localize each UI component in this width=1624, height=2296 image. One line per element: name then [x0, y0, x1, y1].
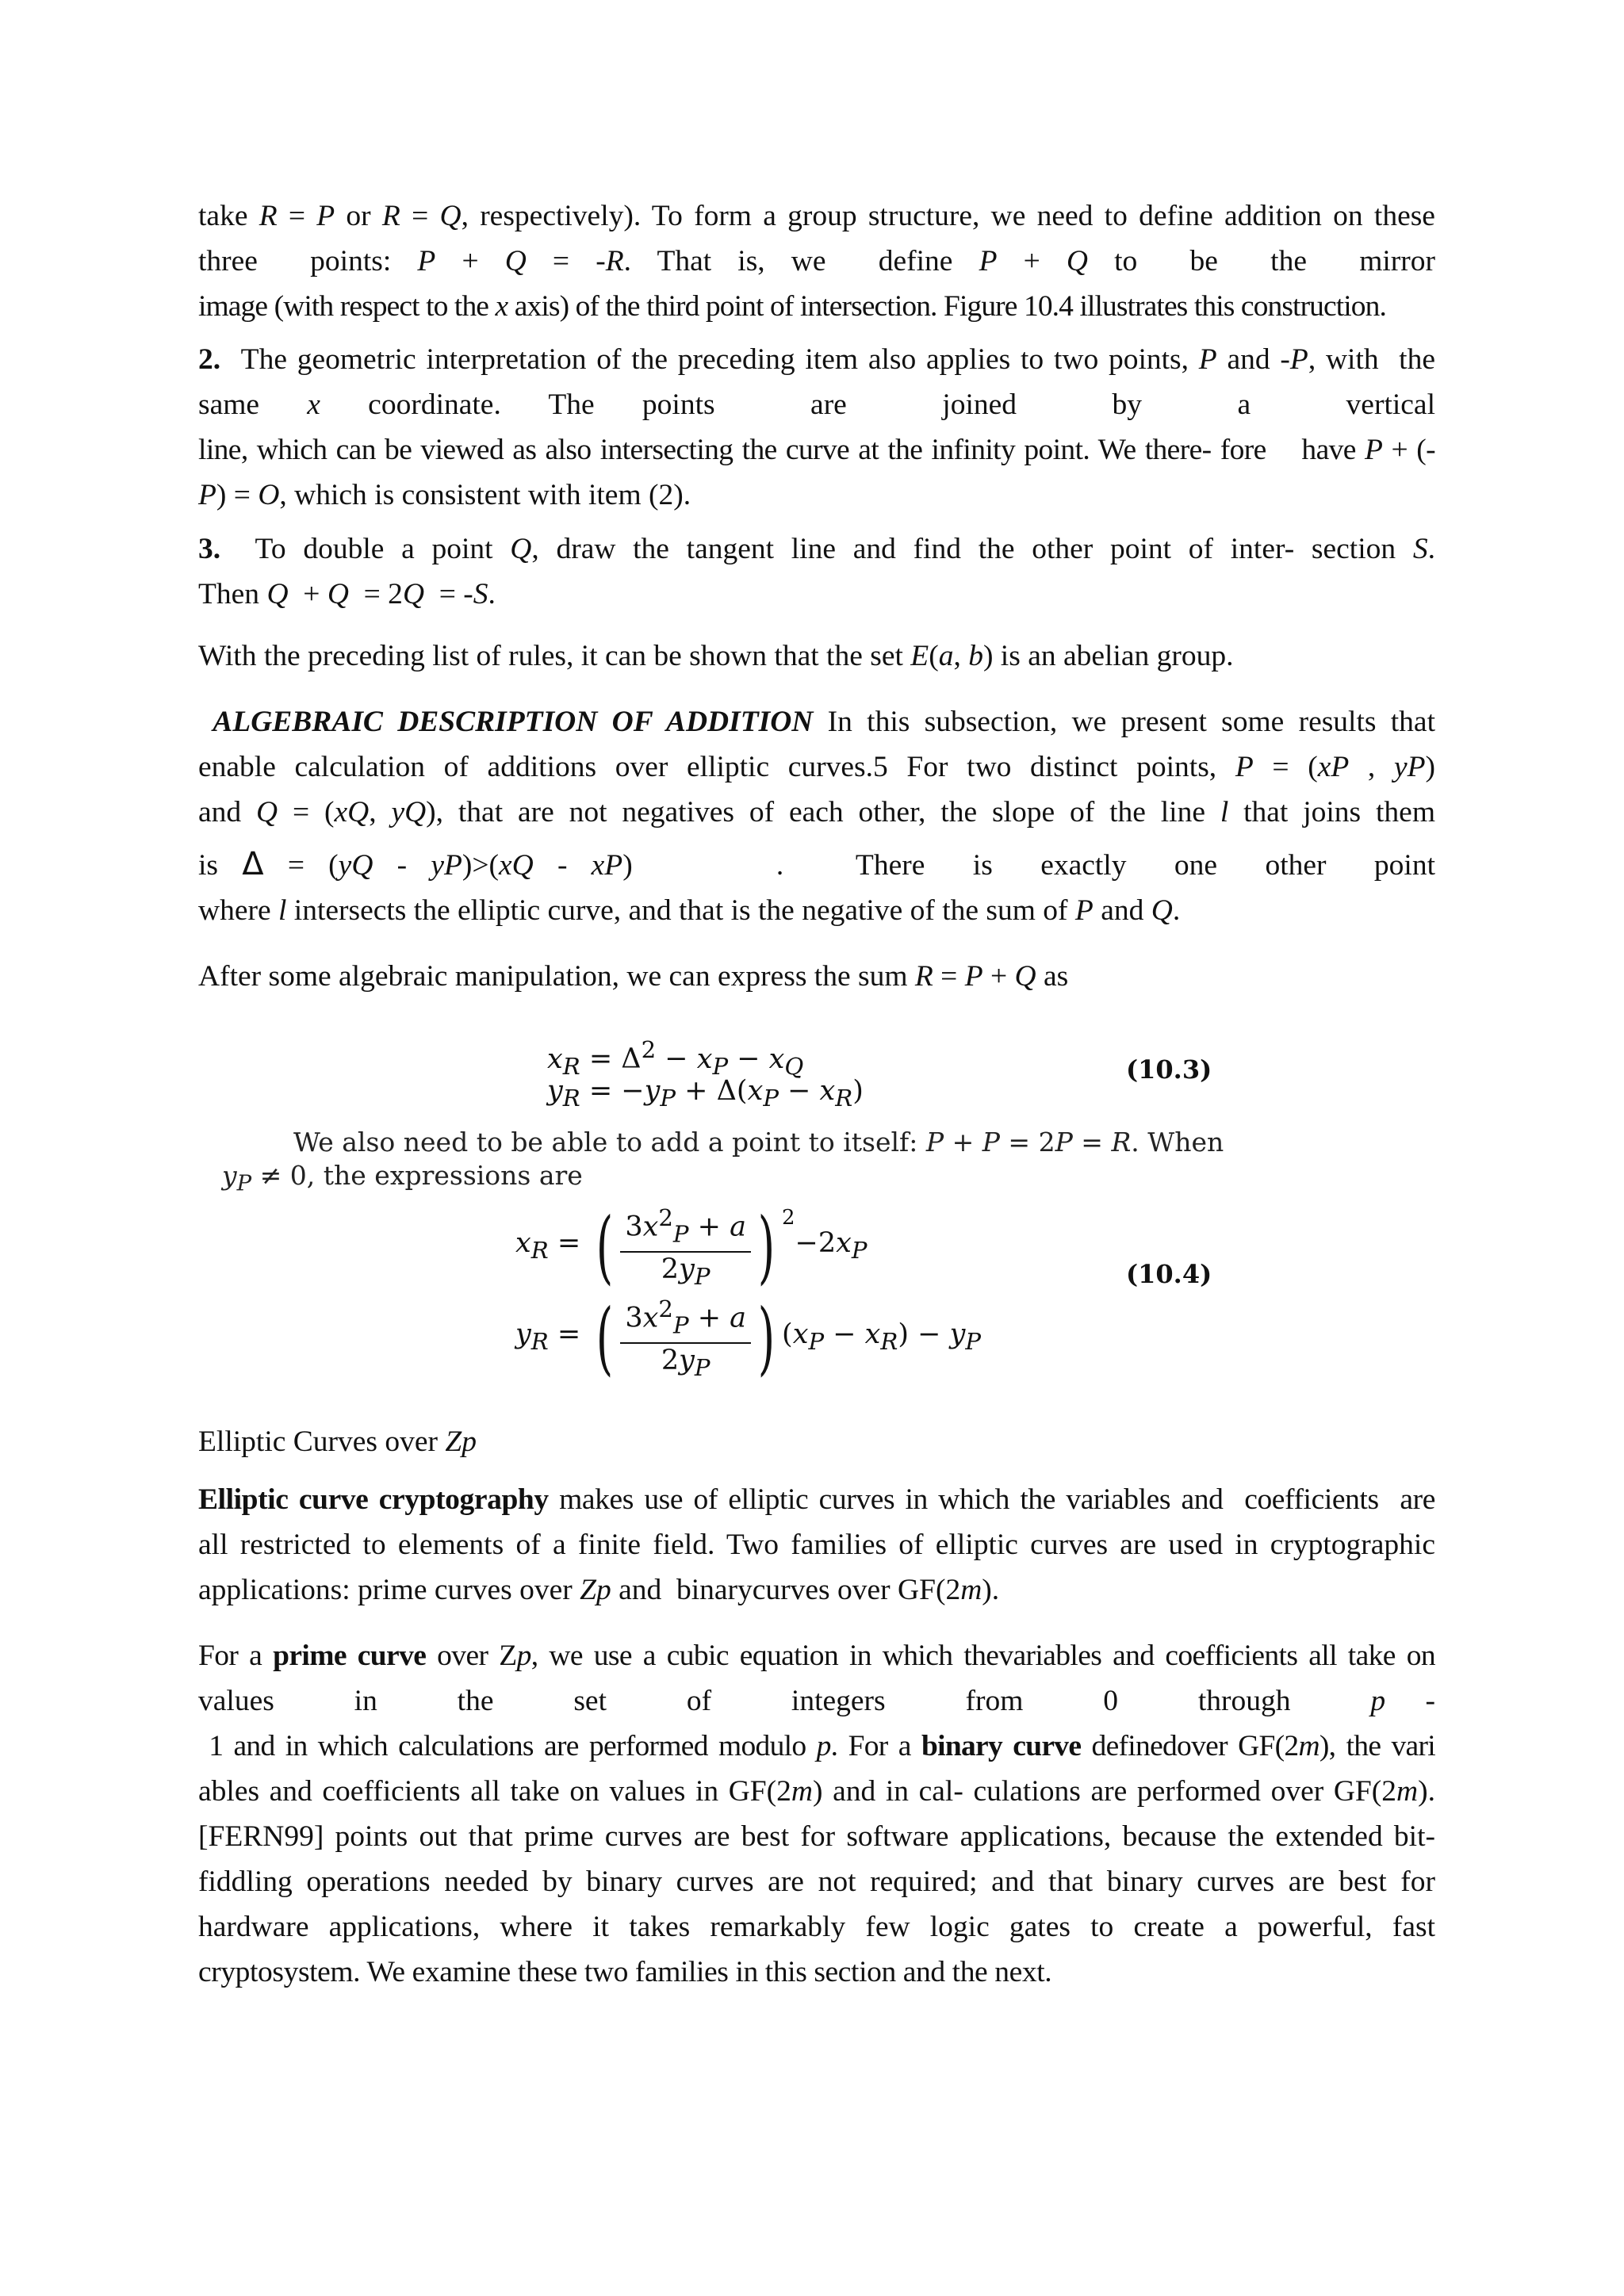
equation-10-3-line-1: $x_R = \Delta^2 - x_P - x_Q$ [547, 1036, 804, 1080]
equation-10-4-line-2: $y_R$ = ( $\frac{3x^2_P + a}{2y_P}$ ) $(x_P - x_R) - y_P$ [515, 1291, 981, 1384]
text-line: applications: prime curves over Zp and binarycurves over GF(2m). [198, 1574, 1000, 1606]
text-line: For a prime curve over Zp, we use a cubic equation in which thevariables and coefficients all take on [198, 1640, 1435, 1672]
text-line: 1 and in which calculations are performed modulo p. For a binary curve definedover GF(2m), the vari [198, 1730, 1436, 1762]
text-line: take R = P or R = Q, respectively). To form a group structure, we need to define addition on these [198, 200, 1435, 232]
section-paragraph: ALGEBRAIC DESCRIPTION OF ADDITION In this subsection, we present some results that [213, 706, 1435, 738]
text-line: is Δ = (yQ - yP)>(xQ - xP) . There is exactly one other point [198, 846, 1435, 882]
text-line: where l intersects the elliptic curve, and that is the negative of the sum of P and Q. [198, 894, 1181, 927]
text-line: line, which can be viewed as also intersecting the curve at the infinity point. We there- fore have P + (- [198, 434, 1436, 466]
text-line: and Q = (xQ, yQ), that are not negatives of each other, the slope of the line l that joins them [198, 796, 1435, 828]
text-line: Then Q + Q = 2Q = -S. [198, 578, 496, 610]
text-line: enable calculation of additions over elliptic curves.5 For two distinct points, P = (xP , yP) [198, 751, 1436, 783]
equation-10-3-line-2: $y_R = -y_P + \Delta(x_P - x_R)$ [547, 1075, 864, 1112]
text-line: all restricted to elements of a finite field. Two families of elliptic curves are used in cryptographic [198, 1529, 1435, 1561]
text-line: ables and coefficients all take on values in GF(2m) and in cal- culations are performed over GF(2m). [198, 1775, 1435, 1808]
text-line: hardware applications, where it takes remarkably few logic gates to create a powerful, fast [198, 1911, 1435, 1943]
equation-number: (10.4) [1126, 1259, 1212, 1289]
subsection-heading: Elliptic Curves over Zp [198, 1425, 477, 1458]
book-text-line: $y_P \ne 0$, the expressions are [222, 1160, 583, 1196]
text-line: P) = O, which is consistent with item (2). [198, 479, 691, 511]
text-line: Elliptic curve cryptography makes use of elliptic curves in which the variables and coefficients are [198, 1483, 1436, 1516]
list-item-2: 2. The geometric interpretation of the preceding item also applies to two points, P and -P, with the [198, 343, 1435, 376]
text-line: values in the set of integers from 0 through p - [198, 1685, 1435, 1717]
text-line: three points: P + Q = -R. That is, we define P + Q to be the mirror [198, 245, 1435, 277]
equation-10-4-line-1: $x_R$ = ( $\frac{3x^2_P + a}{2y_P}$ ) $2-2x_P$ [515, 1200, 868, 1293]
text-line: image (with respect to the x axis) of the third point of intersection. Figure 10.4 illustrates this construction. [198, 290, 1386, 323]
text-line: With the preceding list of rules, it can be shown that the set E(a, b) is an abelian group. [198, 640, 1234, 672]
list-item-3: 3. To double a point Q, draw the tangent line and find the other point of inter- section S. [198, 533, 1435, 565]
equation-number: (10.3) [1126, 1054, 1212, 1085]
text-line: fiddling operations needed by binary curves are not required; and that binary curves are best for [198, 1866, 1435, 1898]
text-line: same x coordinate. The points are joined by a vertical [198, 388, 1435, 421]
book-text-line: We also need to be able to add a point to itself: P + P = 2P = R. When [293, 1127, 1224, 1158]
text-line: cryptosystem. We examine these two families in this section and the next. [198, 1956, 1052, 1988]
text-line: After some algebraic manipulation, we can express the sum R = P + Q as [198, 960, 1069, 993]
text-line: [FERN99] points out that prime curves are best for software applications, because the extended bit- [198, 1820, 1435, 1853]
